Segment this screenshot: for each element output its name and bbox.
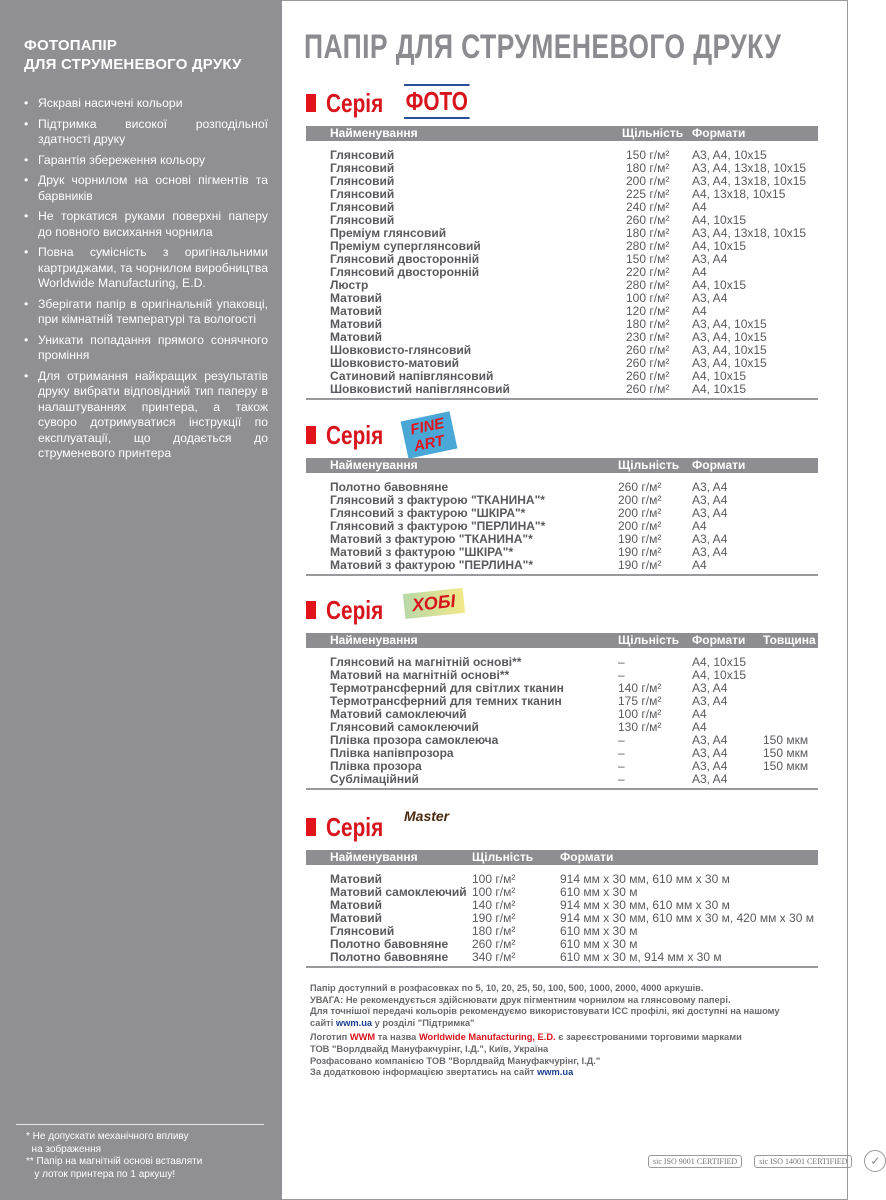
feature-item: • Не торкатися руками поверхні паперу до повного висихання чорнила	[24, 209, 268, 240]
cell-formats: A3, A4	[692, 532, 728, 546]
cell-name: Глянсовий	[330, 148, 395, 162]
wwm-logo-text: WWM	[349, 1032, 376, 1043]
cell-formats: A3, A4, 10x15	[692, 356, 767, 370]
cell-density: 200 г/м²	[618, 519, 662, 533]
footer-line: Розфасовано компанією ТОВ "Ворлдвайд Мануфакчурінг, І.Д."	[310, 1055, 601, 1066]
cell-formats: A4, 10x15	[692, 213, 747, 227]
cell-density: 175 г/м²	[618, 694, 662, 708]
footer-line	[310, 1032, 780, 1044]
feature-item: • Яскраві насичені кольори	[24, 96, 268, 112]
cell-formats: A4, 10x15	[692, 655, 747, 669]
cell-formats: A4, 10x15	[692, 239, 747, 253]
feature-item: • Уникати попадання прямого сонячного проміння	[24, 333, 268, 364]
cell-name: Термотрансферний для темних тканин	[330, 694, 562, 708]
cell-formats: A3, A4	[692, 694, 728, 708]
cell-density: 340 г/м²	[472, 950, 516, 964]
cell-name: Матовий на магнітній основі**	[330, 668, 510, 682]
cell-formats: 610 мм x 30 м	[560, 924, 638, 938]
text: сайті	[310, 1017, 336, 1028]
table-header	[306, 458, 818, 473]
footer-line: Для точнішої передачі кольорів рекомендуємо використовувати ICC профілі, які доступні на нашому	[310, 1006, 780, 1017]
red-marker	[306, 426, 316, 444]
table-row	[306, 773, 818, 786]
cell-formats: A3, A4	[692, 291, 728, 305]
table-row	[306, 279, 818, 292]
footnote: ** Папір на магнітній основі вставляти	[26, 1156, 203, 1167]
cell-name: Матовий	[330, 911, 382, 925]
text: є зареєстрованими торговими марками	[555, 1032, 742, 1043]
footer-line	[310, 1067, 780, 1079]
cell-density: –	[618, 746, 625, 760]
cell-density: 100 г/м²	[626, 291, 670, 305]
column-header-name: Найменування	[330, 126, 418, 140]
fine-art-logo: FINE ART	[401, 411, 458, 459]
cell-formats: 610 мм x 30 м	[560, 885, 638, 899]
feature-item: • Зберігати папір в оригінальній упаковці, при кімнатній температурі та вологості	[24, 297, 268, 328]
text: у розділі "Підтримка"	[372, 1017, 475, 1028]
cell-density: 225 г/м²	[626, 187, 670, 201]
table-row	[306, 292, 818, 305]
cell-density: 150 г/м²	[626, 252, 670, 266]
cell-name: Глянсовий з фактурою "ТКАНИНА"*	[330, 493, 545, 507]
series-label: Серія	[326, 812, 384, 842]
cell-name: Глянсовий самоклеючий	[330, 720, 479, 734]
cell-density: 280 г/м²	[626, 239, 670, 253]
cell-density: 100 г/м²	[472, 872, 516, 886]
red-marker	[306, 601, 316, 619]
series-label: Серія	[326, 595, 384, 625]
cell-formats: A3, A4	[692, 772, 728, 786]
cell-density: –	[618, 733, 625, 747]
column-header-name: Найменування	[330, 850, 418, 864]
sidebar-title	[24, 36, 242, 74]
cell-formats: A4, 13x18, 10x15	[692, 187, 786, 201]
cell-formats: 610 мм x 30 м	[560, 937, 638, 951]
master-logo: Master	[404, 808, 450, 824]
cell-density: 260 г/м²	[626, 343, 670, 357]
site-link[interactable]: wwm.ua	[335, 1017, 373, 1028]
cell-formats: A4, 10x15	[692, 369, 747, 383]
cell-formats: 914 мм x 30 мм, 610 мм x 30 м, 420 мм x 30 м	[560, 911, 814, 925]
cell-formats: A4	[692, 265, 707, 279]
cell-formats: A3, A4, 13x18, 10x15	[692, 226, 807, 240]
cell-formats: A3, A4	[692, 506, 728, 520]
checkmark-seal-icon: ✓	[864, 1150, 886, 1172]
cell-formats: A3, A4, 10x15	[692, 343, 767, 357]
cell-name: Глянсовий двосторонній	[330, 265, 480, 279]
footer-line	[310, 1018, 780, 1030]
cell-density: 200 г/м²	[618, 506, 662, 520]
cell-formats: A4, 10x15	[692, 382, 747, 396]
cell-name: Сатиновий напівглянсовий	[330, 369, 494, 383]
cell-thickness: 150 мкм	[763, 733, 809, 747]
cell-name: Матовий самоклеючий	[330, 885, 467, 899]
text: За додатковою інформацією звертатись на сайт	[310, 1067, 538, 1078]
footnote: у лоток принтера по 1 аркушу!	[26, 1168, 176, 1180]
cell-formats: A3, A4	[692, 759, 728, 773]
cell-name: Шовковисто-глянсовий	[330, 343, 472, 357]
cell-name: Глянсовий на магнітній основі**	[330, 655, 522, 669]
cell-name: Плівка прозора самоклеюча	[330, 733, 499, 747]
footnote: на зображення	[26, 1143, 102, 1155]
cell-name: Матовий	[330, 317, 382, 331]
cell-density: 200 г/м²	[626, 174, 670, 188]
feature-item: • Підтримка високої розподільної здатності друку	[24, 117, 268, 148]
cell-density: 200 г/м²	[618, 493, 662, 507]
cell-density: 260 г/м²	[626, 369, 670, 383]
cell-density: 260 г/м²	[626, 213, 670, 227]
cell-density: 180 г/м²	[626, 226, 670, 240]
cell-density: 260 г/м²	[626, 382, 670, 396]
site-link[interactable]: wwm.ua	[537, 1067, 574, 1078]
cell-density: 230 г/м²	[626, 330, 670, 344]
cell-name: Матовий з фактурою "ТКАНИНА"*	[330, 532, 533, 546]
cell-density: 180 г/м²	[626, 317, 670, 331]
cell-formats: A3, A4, 10x15	[692, 330, 767, 344]
cell-name: Глянсовий з фактурою "ПЕРЛИНА"*	[330, 519, 546, 533]
cell-name: Матовий самоклеючий	[330, 707, 467, 721]
feature-item: • Гарантія збереження кольору	[24, 153, 268, 169]
cell-density: 280 г/м²	[626, 278, 670, 292]
cell-name: Матовий	[330, 330, 382, 344]
cell-formats: A4	[692, 720, 707, 734]
cell-density: 240 г/м²	[626, 200, 670, 214]
text: Логотип	[310, 1032, 350, 1043]
cell-density: 150 г/м²	[626, 148, 670, 162]
foto-logo: ФОТО	[404, 84, 470, 119]
cell-density: 180 г/м²	[472, 924, 516, 938]
cell-name: Глянсовий	[330, 200, 395, 214]
cell-formats: A4	[692, 304, 707, 318]
cell-name: Матовий з фактурою "ШКІРА"*	[330, 545, 514, 559]
footer-line: ТОВ "Ворлдвайд Мануфакчурінг, І.Д.", Київ, Україна	[310, 1043, 549, 1054]
cell-name: Плівка напівпрозора	[330, 746, 454, 760]
column-header-name: Найменування	[330, 633, 418, 647]
cell-formats: A4	[692, 519, 707, 533]
cell-formats: A4	[692, 200, 707, 214]
cell-formats: A3, A4, 10x15	[692, 148, 767, 162]
cell-name: Матовий	[330, 304, 382, 318]
cell-density: –	[618, 668, 625, 682]
table-bottom-rule	[306, 966, 818, 968]
series-label: Серія	[326, 88, 384, 118]
cell-formats: A4, 10x15	[692, 278, 747, 292]
cell-density: 190 г/м²	[472, 911, 516, 925]
cell-name: Полотно бавовняне	[330, 937, 449, 951]
cell-name: Глянсовий	[330, 187, 395, 201]
cell-formats: 914 мм x 30 мм, 610 мм x 30 м	[560, 898, 730, 912]
cell-name: Преміум суперглянсовий	[330, 239, 481, 253]
cell-formats: A3, A4	[692, 746, 728, 760]
table-row	[306, 383, 818, 396]
cell-density: 140 г/м²	[618, 681, 662, 695]
cell-formats: A3, A4	[692, 252, 728, 266]
cell-density: 190 г/м²	[618, 545, 662, 559]
certifications	[648, 1150, 886, 1172]
cell-formats: A3, A4	[692, 493, 728, 507]
cell-name: Сублімаційний	[330, 772, 419, 786]
table-row	[306, 951, 818, 964]
cell-name: Глянсовий	[330, 174, 395, 188]
cell-density: 120 г/м²	[626, 304, 670, 318]
cell-name: Шовковисто-матовий	[330, 356, 459, 370]
cell-density: 100 г/м²	[618, 707, 662, 721]
cell-name: Глянсовий	[330, 924, 395, 938]
column-header-density: Щільність	[622, 126, 684, 140]
column-header-name: Найменування	[330, 458, 418, 472]
feature-item: • Друк чорнилом на основі пігментів та барвників	[24, 173, 268, 204]
sidebar-title-line: ДЛЯ СТРУМЕНЕВОГО ДРУКУ	[24, 56, 242, 73]
table-header	[306, 850, 818, 865]
sidebar	[0, 0, 282, 1200]
cell-formats: A4, 10x15	[692, 668, 747, 682]
cell-formats: A3, A4, 13x18, 10x15	[692, 161, 807, 175]
cell-density: 190 г/м²	[618, 558, 662, 572]
cell-density: 190 г/м²	[618, 532, 662, 546]
column-header-formats: Формати	[692, 126, 746, 140]
cell-name: Полотно бавовняне	[330, 480, 449, 494]
column-header-formats: Формати	[692, 633, 746, 647]
text: та назва	[375, 1032, 419, 1043]
feature-item: • Повна сумісність з оригінальними картриджами, та чорнилом виробництва Worldwide Manufacturing, E.D.	[24, 245, 268, 292]
feature-list	[24, 96, 268, 467]
table-header	[306, 126, 818, 141]
cell-density: 260 г/м²	[618, 480, 662, 494]
column-header-density: Щільність	[618, 633, 680, 647]
red-marker	[306, 818, 316, 836]
iso-14001-badge: sic ISO 14001 CERTIFIED	[754, 1155, 852, 1168]
cell-density: 220 г/м²	[626, 265, 670, 279]
cell-name: Люстр	[330, 278, 369, 292]
cell-name: Матовий з фактурою "ПЕРЛИНА"*	[330, 558, 534, 572]
column-header-formats: Формати	[692, 458, 746, 472]
cell-name: Матовий	[330, 291, 382, 305]
cell-name: Полотно бавовняне	[330, 950, 449, 964]
footnote: * Не допускати механічного впливу	[26, 1131, 189, 1142]
cell-formats: A3, A4, 13x18, 10x15	[692, 174, 807, 188]
red-marker	[306, 94, 316, 112]
cell-formats: A3, A4	[692, 733, 728, 747]
cell-formats: 610 мм x 30 м, 914 мм x 30 м	[560, 950, 722, 964]
footer-info	[310, 983, 780, 1079]
table-row	[306, 559, 818, 572]
cell-density: –	[618, 772, 625, 786]
sidebar-title-line: ФОТОПАПІР	[24, 37, 118, 54]
cell-density: 140 г/м²	[472, 898, 516, 912]
cell-thickness: 150 мкм	[763, 759, 809, 773]
page-title: ПАПІР ДЛЯ СТРУМЕНЕВОГО ДРУКУ	[304, 28, 782, 66]
footer-line: Папір доступний в розфасовках по 5, 10, 20, 25, 50, 100, 500, 1000, 2000, 4000 аркушів.	[310, 983, 704, 993]
cell-density: –	[618, 759, 625, 773]
hobby-logo: ХОБІ	[403, 588, 465, 619]
cell-name: Матовий	[330, 898, 382, 912]
cell-thickness: 150 мкм	[763, 746, 809, 760]
cell-formats: A3, A4	[692, 545, 728, 559]
footer-line: УВАГА: Не рекомендується здійснювати друк пігментним чорнилом на глянсовому папері.	[310, 994, 731, 1005]
column-header-density: Щільність	[618, 458, 680, 472]
cell-formats: 914 мм x 30 мм, 610 мм x 30 м	[560, 872, 730, 886]
cell-density: 100 г/м²	[472, 885, 516, 899]
feature-item: • Для отримання найкращих результатів друку вибрати відповідний тип паперу в налаштуваннях принтера, а також суворо дотримуватися інструкції по експлуатації, що додається до струменевого принтера	[24, 369, 268, 462]
cell-name: Глянсовий	[330, 213, 395, 227]
cell-name: Плівка прозора	[330, 759, 422, 773]
series-label: Серія	[326, 420, 384, 450]
column-header-formats: Формати	[560, 850, 614, 864]
cell-name: Глянсовий двосторонній	[330, 252, 480, 266]
cell-density: 260 г/м²	[626, 356, 670, 370]
cell-density: –	[618, 655, 625, 669]
column-header-density: Щільність	[472, 850, 534, 864]
cell-name: Глянсовий	[330, 161, 395, 175]
cell-density: 260 г/м²	[472, 937, 516, 951]
iso-9001-badge: sic ISO 9001 CERTIFIED	[648, 1155, 742, 1168]
footnotes	[26, 1131, 202, 1181]
cell-name: Шовковистий напівглянсовий	[330, 382, 510, 396]
cell-density: 130 г/м²	[618, 720, 662, 734]
table-bottom-rule	[306, 574, 818, 576]
cell-formats: A3, A4	[692, 480, 728, 494]
cell-density: 180 г/м²	[626, 161, 670, 175]
cell-name: Матовий	[330, 872, 382, 886]
divider	[16, 1124, 264, 1125]
cell-name: Термотрансферний для світлих тканин	[330, 681, 564, 695]
cell-formats: A4	[692, 558, 707, 572]
cell-name: Преміум глянсовий	[330, 226, 447, 240]
table-header	[306, 633, 818, 648]
cell-formats: A3, A4	[692, 681, 728, 695]
company-name: Worldwide Manufacturing, E.D.	[418, 1032, 556, 1043]
cell-formats: A3, A4, 10x15	[692, 317, 767, 331]
column-header-thickness: Товщина	[763, 633, 816, 647]
cell-formats: A4	[692, 707, 707, 721]
cell-name: Глянсовий з фактурою "ШКІРА"*	[330, 506, 526, 520]
table-bottom-rule	[306, 398, 818, 400]
table-bottom-rule	[306, 788, 818, 790]
